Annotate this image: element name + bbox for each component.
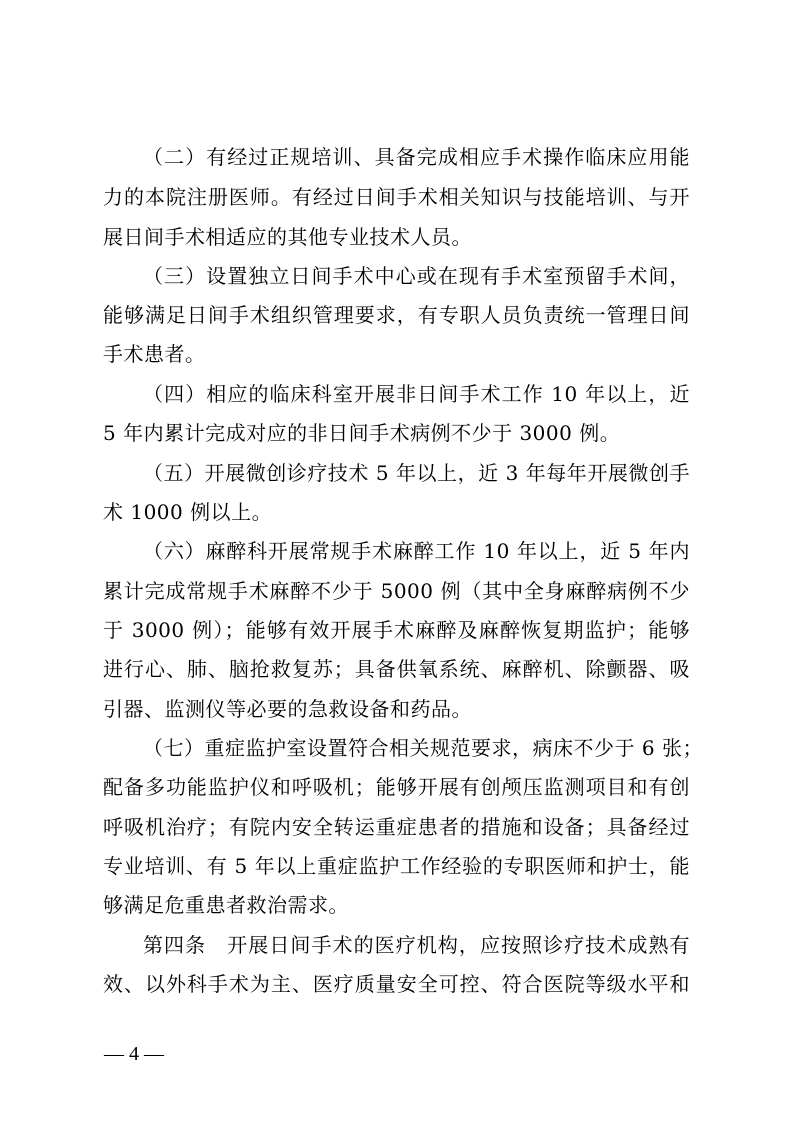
paragraph-line: 效、以外科手术为主、医疗质量安全可控、符合医院等级水平和 (103, 972, 690, 996)
paragraph-line: （三）设置独立日间手术中心或在现有手术室预留手术间， (143, 264, 690, 288)
paragraph-line: 5 年内累计完成对应的非日间手术病例不少于 3000 例。 (103, 421, 621, 445)
paragraph-line: 累计完成常规手术麻醉不少于 5000 例（其中全身麻醉病例不少 (103, 579, 690, 603)
paragraph-line: 引器、监测仪等必要的急救设备和药品。 (103, 697, 472, 721)
paragraph-line: 展日间手术相适应的其他专业技术人员。 (103, 225, 472, 249)
paragraph-line: 呼吸机治疗；有院内安全转运重症患者的措施和设备；具备经过 (103, 815, 690, 839)
paragraph-line: （五）开展微创诊疗技术 5 年以上，近 3 年每年开展微创手 (143, 461, 690, 485)
paragraph-line: 配备多功能监护仪和呼吸机；能够开展有创颅压监测项目和有创 (103, 775, 690, 799)
paragraph-line: （六）麻醉科开展常规手术麻醉工作 10 年以上，近 5 年内 (143, 539, 690, 563)
paragraph-line: 能够满足日间手术组织管理要求，有专职人员负责统一管理日间 (103, 303, 690, 327)
page-number: — 4 — (104, 1043, 164, 1065)
paragraph-line: 手术患者。 (103, 342, 206, 366)
paragraph-line: 进行心、肺、脑抢救复苏；具备供氧系统、麻醉机、除颤器、吸 (103, 657, 690, 681)
paragraph-line: （二）有经过正规培训、具备完成相应手术操作临床应用能 (143, 145, 690, 169)
paragraph-line: （七）重症监护室设置符合相关规范要求，病床不少于 6 张； (143, 736, 703, 760)
paragraph-line: 够满足危重患者救治需求。 (103, 893, 349, 917)
paragraph-line: 力的本院注册医师。有经过日间手术相关知识与技能培训、与开 (103, 185, 690, 209)
paragraph-line: 于 3000 例）；能够有效开展手术麻醉及麻醉恢复期监护；能够 (103, 618, 690, 642)
paragraph-line: 第四条 开展日间手术的医疗机构，应按照诊疗技术成熟有 (143, 933, 690, 957)
paragraph-line: 术 1000 例以上。 (103, 500, 273, 524)
paragraph-line: 专业培训、有 5 年以上重症监护工作经验的专职医师和护士，能 (103, 854, 690, 878)
paragraph-line: （四）相应的临床科室开展非日间手术工作 10 年以上，近 (143, 382, 690, 406)
